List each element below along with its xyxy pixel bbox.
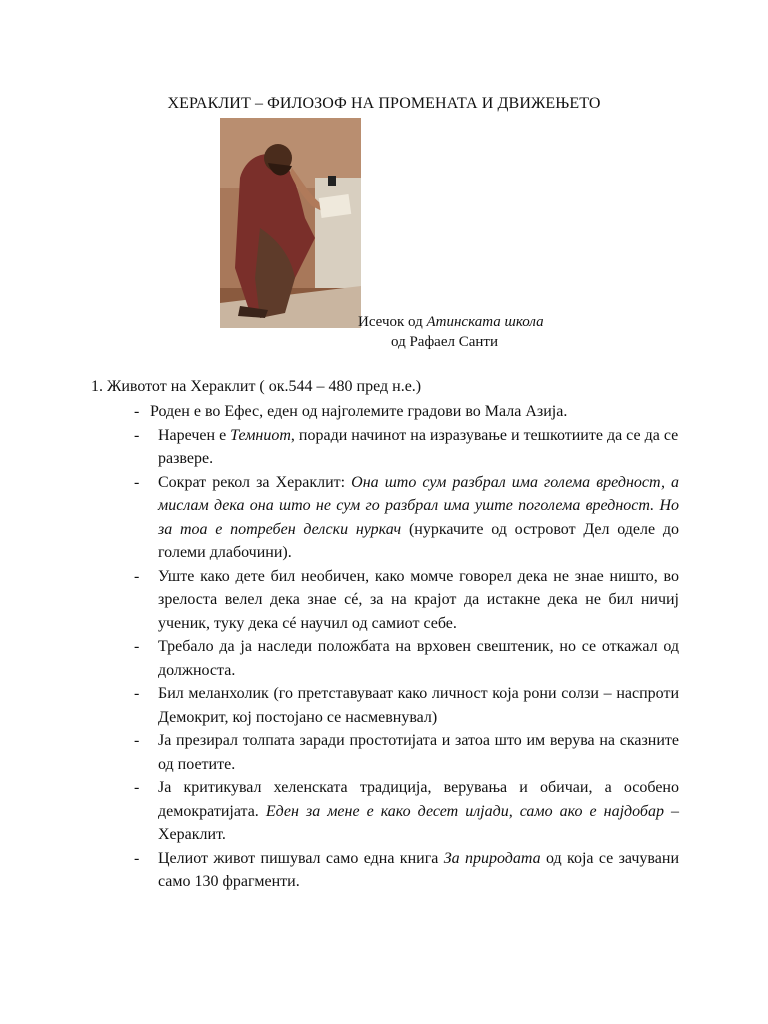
bullet-list [131,400,679,894]
document-title: ХЕРАКЛИТ – ФИЛОЗОФ НА ПРОМЕНАТА И ДВИЖЕЊЕТО [167,95,601,112]
bullet-dash: - [134,732,140,749]
bullet-dash: - [134,473,140,491]
list-item [131,847,679,894]
item-text: Роден е во Ефес, еден од најголемите градови во Мала Азија. [150,403,568,420]
item-text: Наречен е [158,426,231,444]
image-caption-line2: од Рафаел Санти [391,334,498,350]
item-text: Уште како дете бил необичен, како момче говорел дека не знае ништо, во зрелоста велел дека знае сé, за на крајот да истакне дека не бил ничиј ученик, туку дека сé научил од самиот себе. [158,567,679,632]
list-item [131,729,679,776]
list-item [131,424,679,471]
emphasis-text: Еден за мене е како десет илјади, само ако е најдобар [265,802,664,820]
item-text: Ја презирал толпата заради простотијата и затоа што им верува на сказните од поетите. [158,732,679,773]
item-text: (нуркачите од островот Дел оделе до големи длабочини). [158,520,680,561]
bullet-dash: - [134,638,140,655]
bullet-dash: - [134,403,140,420]
list-item [131,776,679,847]
bullet-dash: - [134,779,140,796]
item-text: Сократ рекол за Хераклит: [158,473,352,491]
section-heading: 1. Животот на Хераклит ( ок.544 – 480 пред н.е.) [91,378,422,395]
bullet-dash: - [134,426,140,444]
emphasis-text: За природата [443,849,541,867]
bullet-dash: - [134,685,140,702]
item-text: , поради начинот на изразување и тешкотиите да се да се развере. [158,426,679,467]
item-text: Требало да ја наследи положбата на врховен свештеник, но се откажал од должноста. [158,638,679,679]
list-item [131,682,679,729]
item-text: – Хераклит. [158,802,680,843]
item-text: Бил меланхолик (го претставуваат како личност која рони солзи – наспроти Демокрит, кој постојано се насмевнувал) [158,685,679,726]
list-item [131,635,679,682]
image-caption-line1 [358,314,544,331]
caption-prefix: Исечок од [358,314,427,330]
emphasis-text: Темниот [230,426,291,444]
bullet-dash: - [134,567,140,585]
bullet-dash: - [134,849,140,867]
heraclitus-painting-icon [220,118,361,328]
caption-artwork-title: Атинската школа [426,314,544,330]
list-item [131,471,679,565]
emphasis-text: Она што сум разбрал има голема вредност, а мислам дека она што не сум го разбрал има уште поголема вредност. Но за тоа е потребен делски нуркач [158,473,680,538]
list-item [131,400,679,424]
list-item [131,565,679,636]
item-text: Ја критикувал хеленската традиција, верувања и обичаи, а особено демократијата. [158,779,679,820]
item-text: од која се зачувани само 130 фрагменти. [158,849,680,890]
item-text: Целиот живот пишувал само една книга [158,849,444,867]
